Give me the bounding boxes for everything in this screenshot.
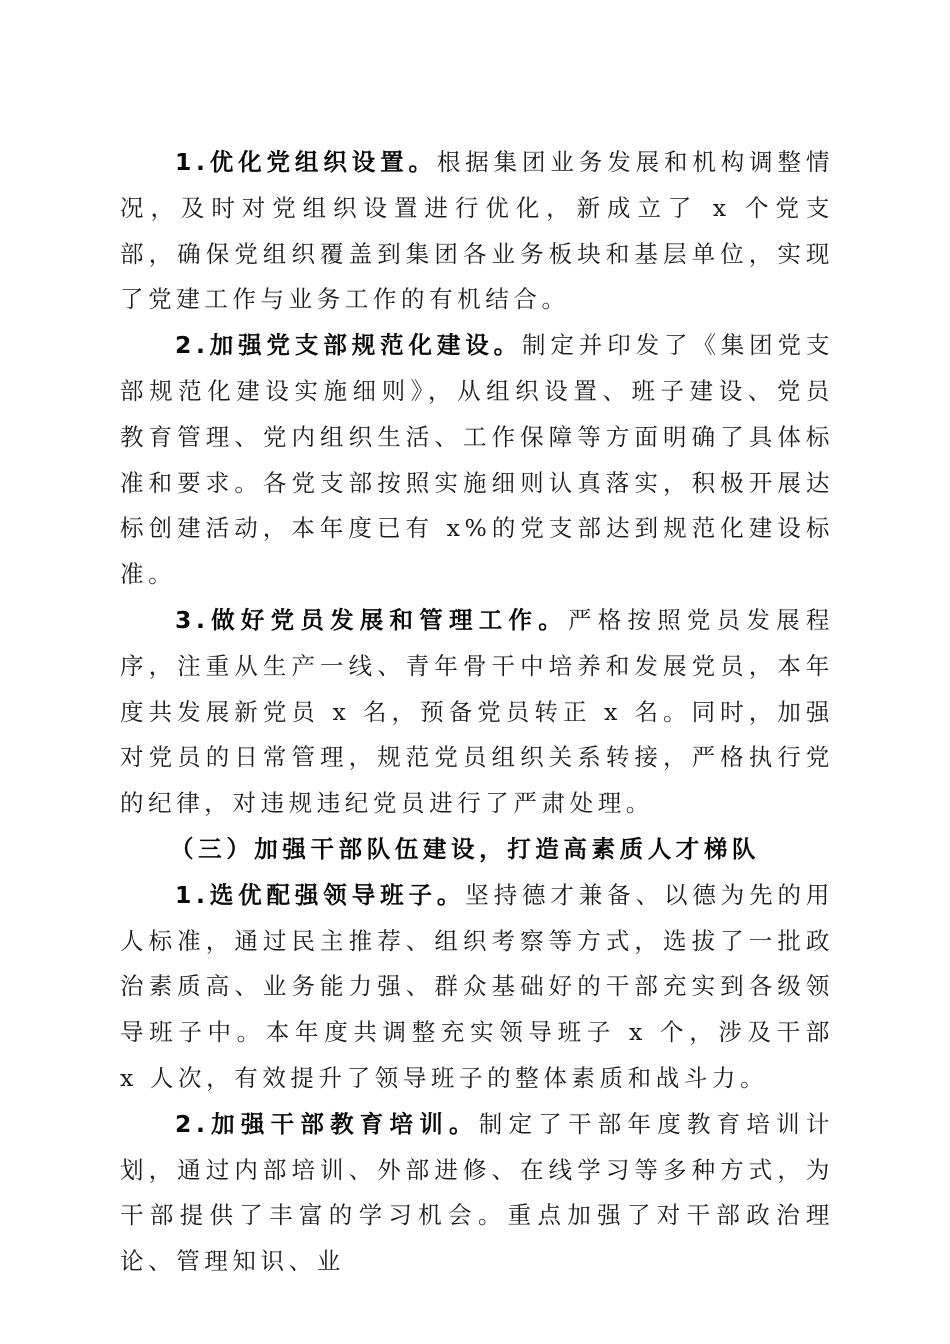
- paragraph-lead: 3.做好党员发展和管理工作。: [175, 605, 568, 634]
- paragraph-text: 制定并印发了《集团党支部规范化建设实施细则》，从组织设置、班子建设、党员教育管理、党内组织生活、工作保障等方面明确了具体标准和要求。各党支部按照实施细则认真落实，积极开展达标创建活动，本年度已有 x%的党支部达到规范化建设标准。: [120, 331, 835, 589]
- paragraph-lead: 2.加强干部教育培训。: [175, 1109, 479, 1138]
- section-heading: （三）加强干部队伍建设，打造高素质人才梯队: [170, 834, 761, 863]
- paragraph-text: 坚持德才兼备、以德为先的用人标准，通过民主推荐、组织考察等方式，选拔了一批政治素质高、业务能力强、群众基础好的干部充实到各级领导班子中。本年度共调整充实领导班子 x 个，涉及干部 x 人次，有效提升了领导班子的整体素质和战斗力。: [120, 880, 834, 1092]
- paragraph-lead: 1.优化党组织设置。: [175, 148, 437, 176]
- paragraph-text: 根据集团业务发展和机构调整情况，及时对党组织设置进行优化，新成立了 x 个党支部，确保党组织覆盖到集团各业务板块和基层单位，实现了党建工作与业务工作的有机结合。: [120, 148, 835, 314]
- paragraph-lead: 1.选优配强领导班子。: [175, 880, 466, 909]
- paragraph-member-development: [120, 598, 834, 827]
- paragraph-leadership-team: [120, 873, 834, 1102]
- document-body: [120, 140, 834, 1285]
- paragraph-text: 严格按照党员发展程序，注重从生产一线、青年骨干中培养和发展党员，本年度共发展新党员 x 名，预备党员转正 x 名。同时，加强对党员的日常管理，规范党员组织关系转接，严格执行党的纪律，对违规违纪党员进行了严肃处理。: [120, 605, 834, 818]
- paragraph-optimize-party-org: [120, 140, 834, 323]
- paragraph-text: 制定了干部年度教育培训计划，通过内部培训、外部进修、在线学习等多种方式，为干部提供了丰富的学习机会。重点加强了对干部政治理论、管理知识、业: [120, 1109, 834, 1276]
- paragraph-lead: 2.加强党支部规范化建设。: [175, 331, 523, 360]
- paragraph-cadre-training: [120, 1102, 834, 1285]
- paragraph-branch-standardization: [120, 323, 834, 598]
